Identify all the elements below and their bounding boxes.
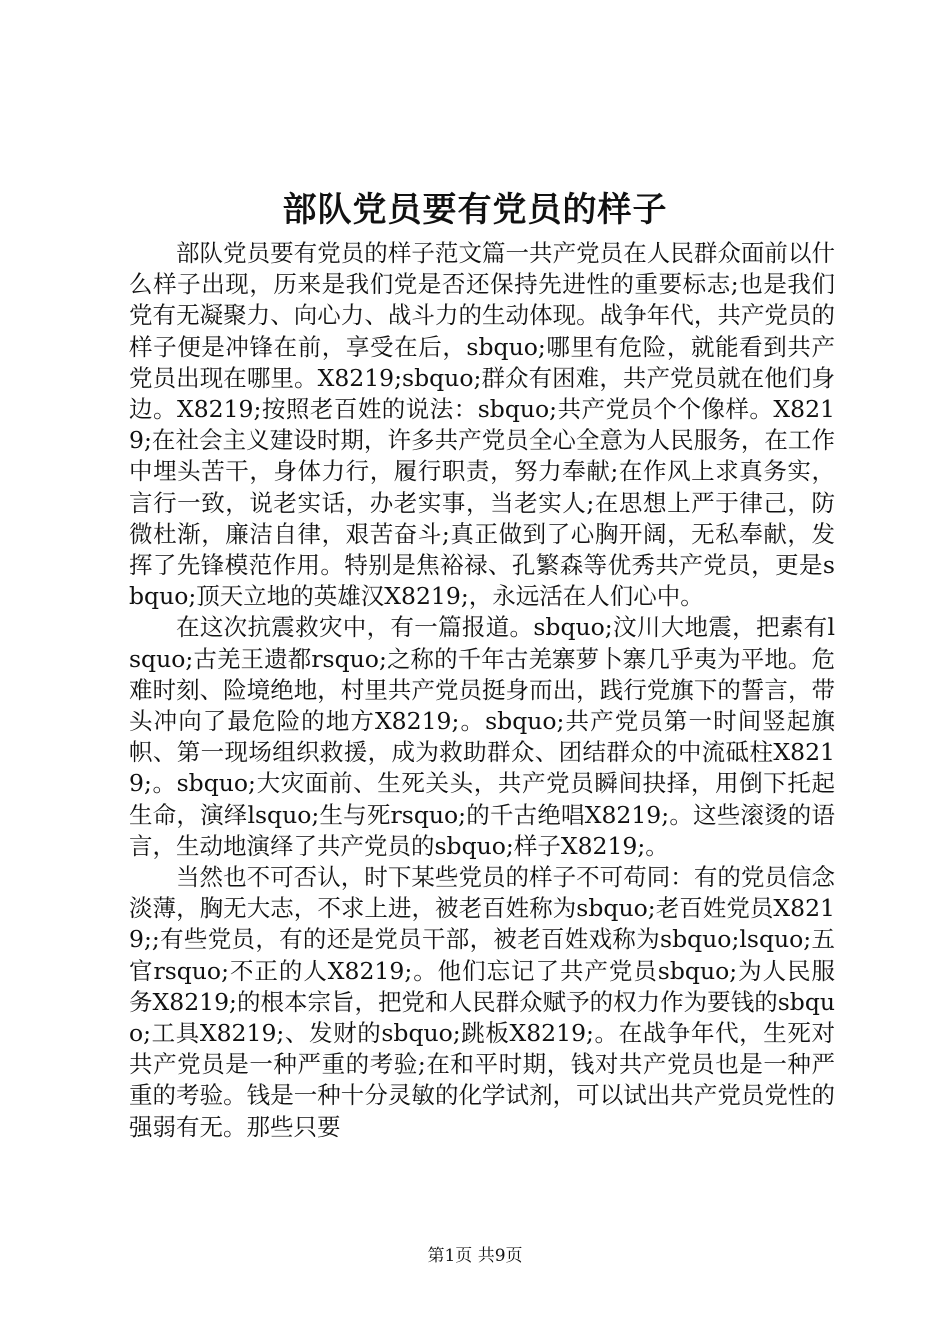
paragraph-1: 部队党员要有党员的样子范文篇一共产党员在人民群众面前以什么样子出现，历来是我们党是否还保持先进性的重要标志;也是我们党有无凝聚力、向心力、战斗力的生动体现。战争年代，共产党员的样子便是冲锋在前，享受在后，sbquo;哪里有危险，就能看到共产党员出现在哪里。X8219;sbquo;群众有困难，共产党员就在他们身边。X8219;按照老百姓的说法：sbquo;共产党员个个像样。X8219;在社会主义建设时期，许多共产党员全心全意为人民服务，在工作中埋头苦干，身体力行，履行职责，努力奉献;在作风上求真务实，言行一致，说老实话，办老实事，当老实人;在思想上严于律己，防微杜渐，廉洁自律，艰苦奋斗;真正做到了心胸开阔，无私奉献，发挥了先锋模范作用。特别是焦裕禄、孔繁森等优秀共产党员，更是sbquo;顶天立地的英雄汉X8219;，永远活在人们心中。 — [129, 239, 835, 611]
page-number-footer: 第1页 共9页 — [427, 1246, 523, 1266]
paragraph-3: 当然也不可否认，时下某些党员的样子不可苟同：有的党员信念淡薄，胸无大志，不求上进，被老百姓称为sbquo;老百姓党员X8219;;有些党员，有的还是党员干部，被老百姓戏称为sbquo;lsquo;五官rsquo;不正的人X8219;。他们忘记了共产党员sbquo;为人民服务X8219;的根本宗旨，把党和人民群众赋予的权力作为要钱的sbquo;工具X8219;、发财的sbquo;跳板X8219;。在战争年代，生死对共产党员是一种严重的考验;在和平时期，钱对共产党员也是一种严重的考验。钱是一种十分灵敏的化学试剂，可以试出共产党员党性的强弱有无。那些只要 — [129, 863, 835, 1141]
document-title: 部队党员要有党员的样子 — [282, 190, 668, 230]
paragraph-2: 在这次抗震救灾中，有一篇报道。sbquo;汶川大地震，把素有lsquo;古羌王遗都rsquo;之称的千年古羌寨萝卜寨几乎夷为平地。危难时刻、险境绝地，村里共产党员挺身而出，践行党旗下的誓言，带头冲向了最危险的地方X8219;。sbquo;共产党员第一时间竖起旗帜、第一现场组织救援，成为救助群众、团结群众的中流砥柱X8219;。sbquo;大灾面前、生死关头，共产党员瞬间抉择，用倒下托起生命，演绎lsquo;生与死rsquo;的千古绝唱X8219;。这些滚烫的语言，生动地演绎了共产党员的sbquo;样子X8219;。 — [129, 613, 835, 860]
document-body — [129, 238, 835, 1143]
